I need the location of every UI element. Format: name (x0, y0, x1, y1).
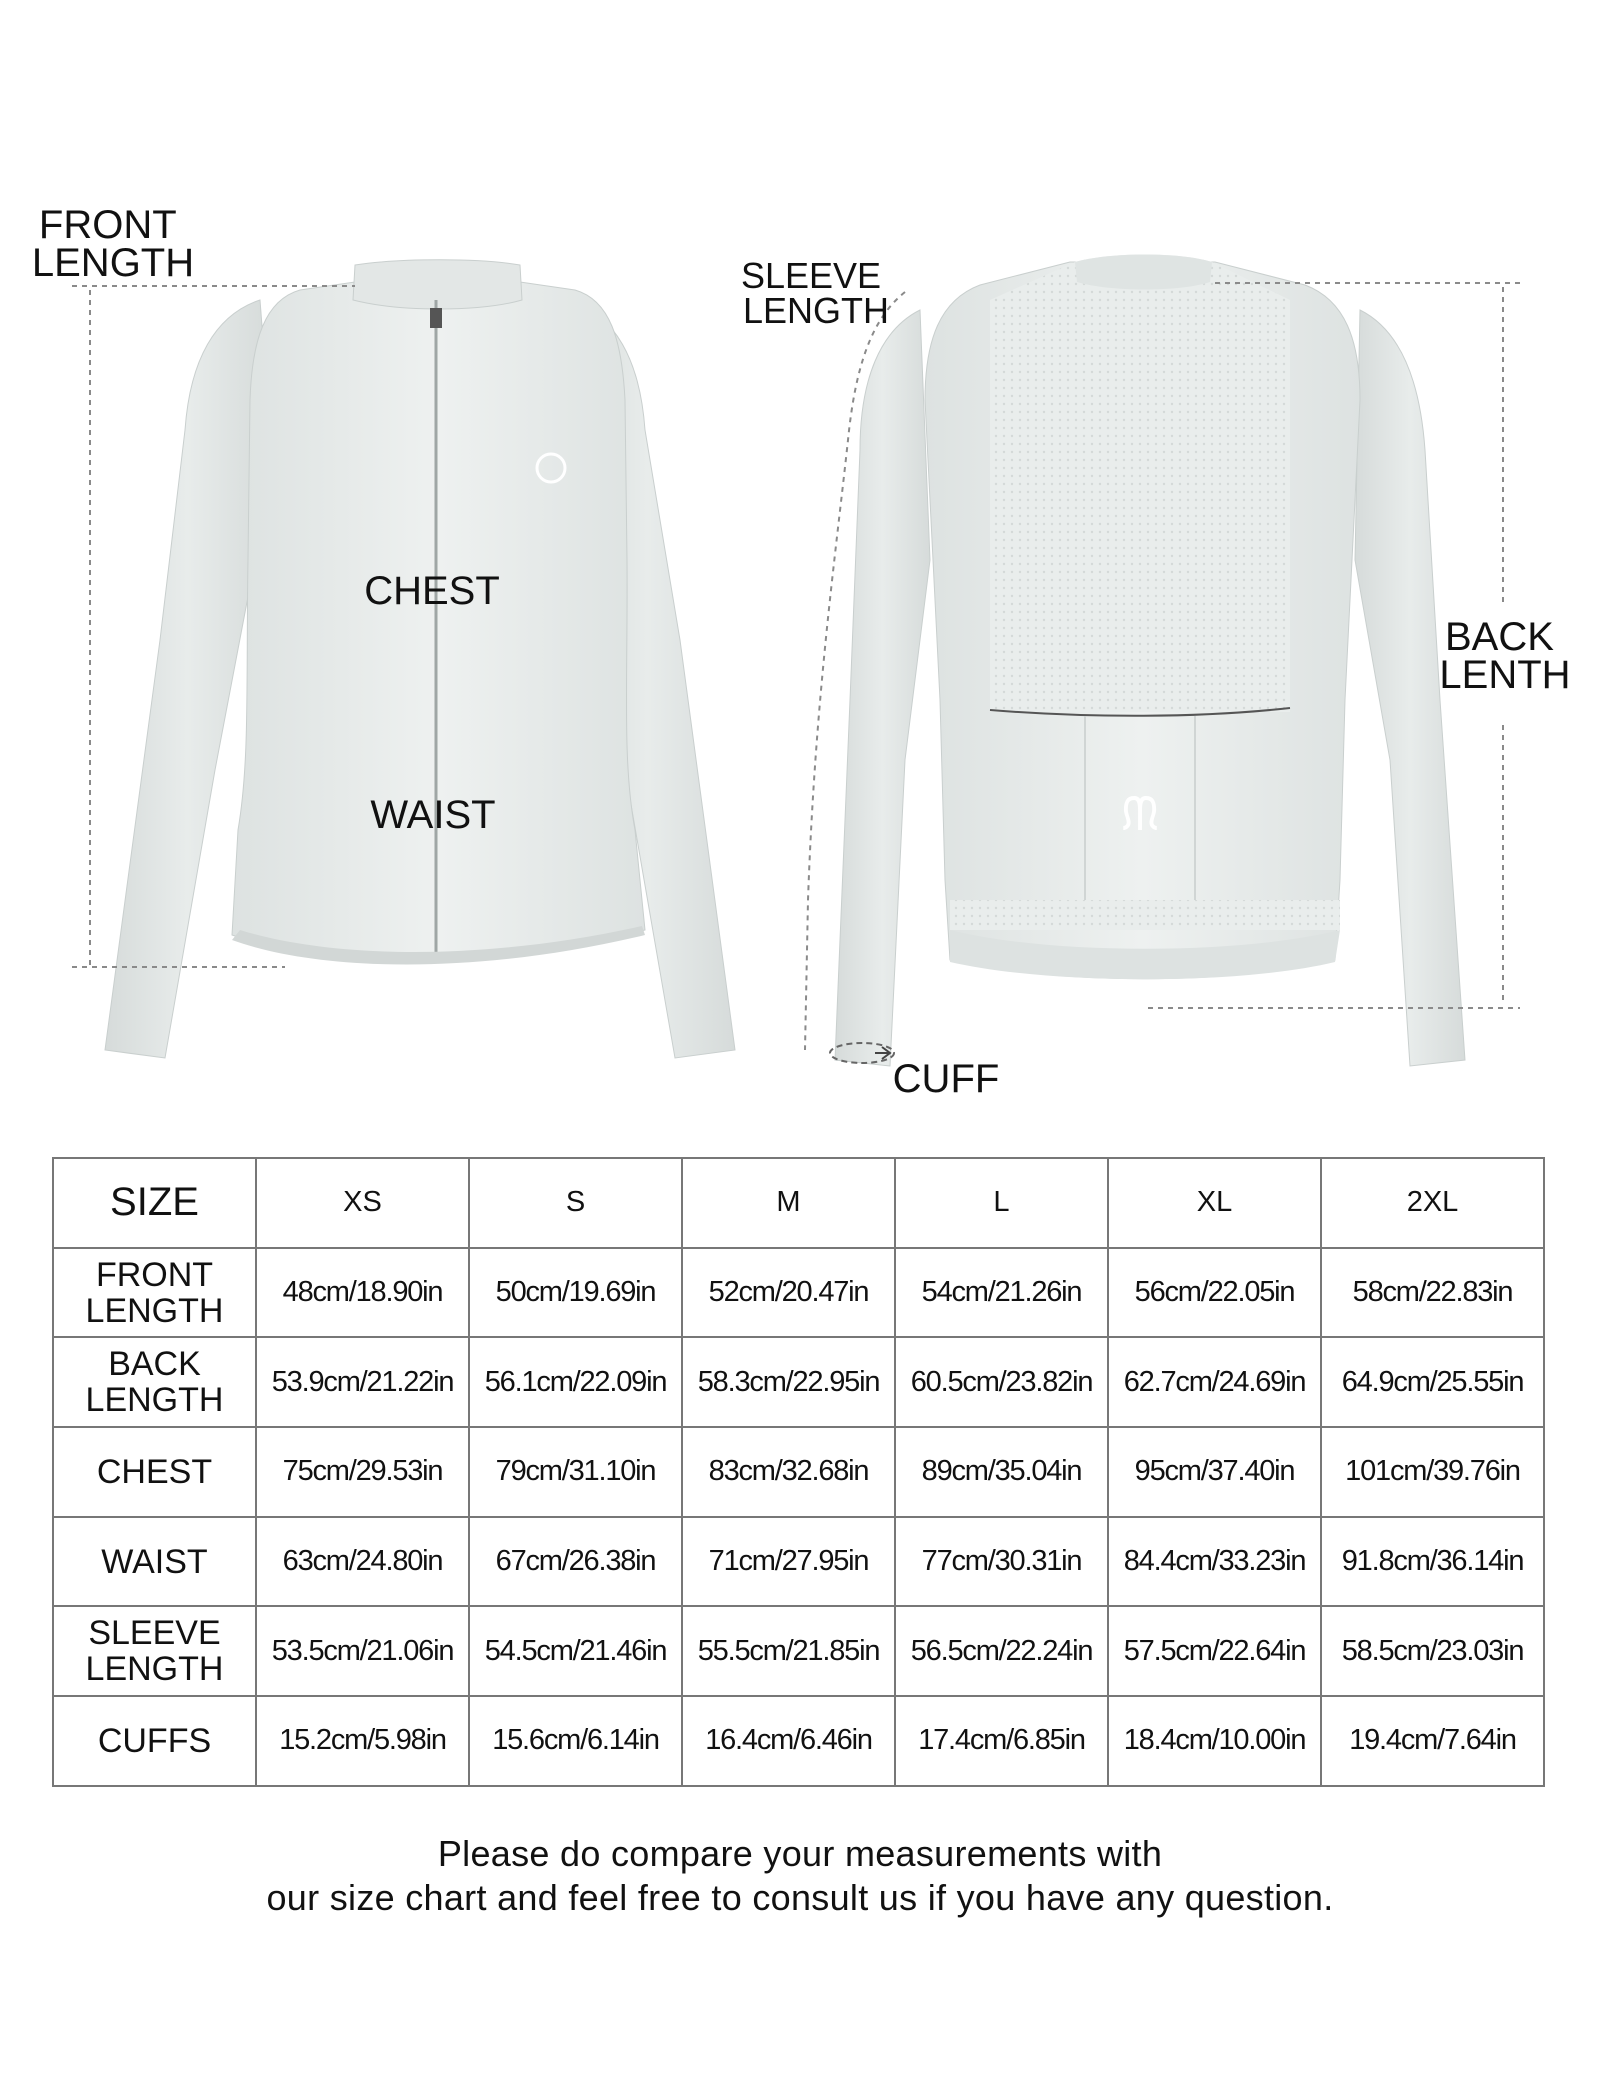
table-row (53, 1337, 1544, 1427)
table-row (53, 1517, 1544, 1607)
table-cell: 15.2cm/5.98in (256, 1696, 469, 1786)
size-column-2xl: 2XL (1321, 1158, 1544, 1248)
back-left-sleeve (835, 310, 930, 1066)
table-cell: 56cm/22.05in (1108, 1248, 1321, 1338)
back-jersey (830, 255, 1465, 1067)
row-label-sleeve-length: SLEEVE LENGTH (53, 1606, 256, 1696)
back-collar (1075, 255, 1212, 290)
front-body (232, 282, 645, 959)
table-cell: 71cm/27.95in (682, 1517, 895, 1607)
size-note (0, 1832, 1600, 1920)
table-cell: 17.4cm/6.85in (895, 1696, 1108, 1786)
table-cell: 84.4cm/33.23in (1108, 1517, 1321, 1607)
size-column-l: L (895, 1158, 1108, 1248)
table-cell: 79cm/31.10in (469, 1427, 682, 1517)
cuff-label: CUFF (892, 1057, 1000, 1101)
table-cell: 89cm/35.04in (895, 1427, 1108, 1517)
sleeve-length-label: SLEEVE LENGTH (740, 255, 890, 331)
table-cell: 54.5cm/21.46in (469, 1606, 682, 1696)
table-cell: 18.4cm/10.00in (1108, 1696, 1321, 1786)
table-cell: 75cm/29.53in (256, 1427, 469, 1517)
table-cell: 16.4cm/6.46in (682, 1696, 895, 1786)
front-length-label: FRONT LENGTH (31, 203, 195, 285)
table-cell: 52cm/20.47in (682, 1248, 895, 1338)
chest-label: CHEST (364, 569, 500, 613)
table-cell: 83cm/32.68in (682, 1427, 895, 1517)
size-corner-label: SIZE (53, 1158, 256, 1248)
table-cell: 53.9cm/21.22in (256, 1337, 469, 1427)
table-cell: 91.8cm/36.14in (1321, 1517, 1544, 1607)
row-label-back-length: BACK LENGTH (53, 1337, 256, 1427)
back-logo-icon: ᙏ (1120, 788, 1160, 840)
back-mesh-band (950, 900, 1340, 930)
table-cell: 62.7cm/24.69in (1108, 1337, 1321, 1427)
table-row (53, 1248, 1544, 1338)
note-line-1: Please do compare your measurements with (437, 1833, 1163, 1874)
table-cell: 55.5cm/21.85in (682, 1606, 895, 1696)
front-jersey (105, 260, 735, 1058)
row-label-cuffs: CUFFS (53, 1696, 256, 1786)
table-cell: 63cm/24.80in (256, 1517, 469, 1607)
table-cell: 58.5cm/23.03in (1321, 1606, 1544, 1696)
row-label-chest: CHEST (53, 1427, 256, 1517)
size-chart-table (52, 1157, 1545, 1787)
table-cell: 60.5cm/23.82in (895, 1337, 1108, 1427)
size-column-xs: XS (256, 1158, 469, 1248)
table-cell: 58cm/22.83in (1321, 1248, 1544, 1338)
table-cell: 54cm/21.26in (895, 1248, 1108, 1338)
table-row (53, 1427, 1544, 1517)
table-cell: 101cm/39.76in (1321, 1427, 1544, 1517)
table-cell: 58.3cm/22.95in (682, 1337, 895, 1427)
back-mesh-panel (990, 255, 1290, 713)
size-column-s: S (469, 1158, 682, 1248)
table-cell: 48cm/18.90in (256, 1248, 469, 1338)
row-label-waist: WAIST (53, 1517, 256, 1607)
table-cell: 67cm/26.38in (469, 1517, 682, 1607)
waist-label: WAIST (370, 793, 496, 837)
table-cell: 57.5cm/22.64in (1108, 1606, 1321, 1696)
table-cell: 64.9cm/25.55in (1321, 1337, 1544, 1427)
table-cell: 53.5cm/21.06in (256, 1606, 469, 1696)
table-cell: 95cm/37.40in (1108, 1427, 1321, 1517)
table-cell: 56.5cm/22.24in (895, 1606, 1108, 1696)
table-cell: 15.6cm/6.14in (469, 1696, 682, 1786)
table-cell: 56.1cm/22.09in (469, 1337, 682, 1427)
table-row (53, 1606, 1544, 1696)
size-column-m: M (682, 1158, 895, 1248)
note-line-2: our size chart and feel free to consult us if you have any question. (266, 1877, 1334, 1918)
table-cell: 77cm/30.31in (895, 1517, 1108, 1607)
table-row (53, 1696, 1544, 1786)
back-length-label: BACK LENTH (1439, 615, 1571, 697)
size-column-xl: XL (1108, 1158, 1321, 1248)
table-cell: 19.4cm/7.64in (1321, 1696, 1544, 1786)
row-label-front-length: FRONT LENGTH (53, 1248, 256, 1338)
table-cell: 50cm/19.69in (469, 1248, 682, 1338)
table-header-row (53, 1158, 1544, 1248)
